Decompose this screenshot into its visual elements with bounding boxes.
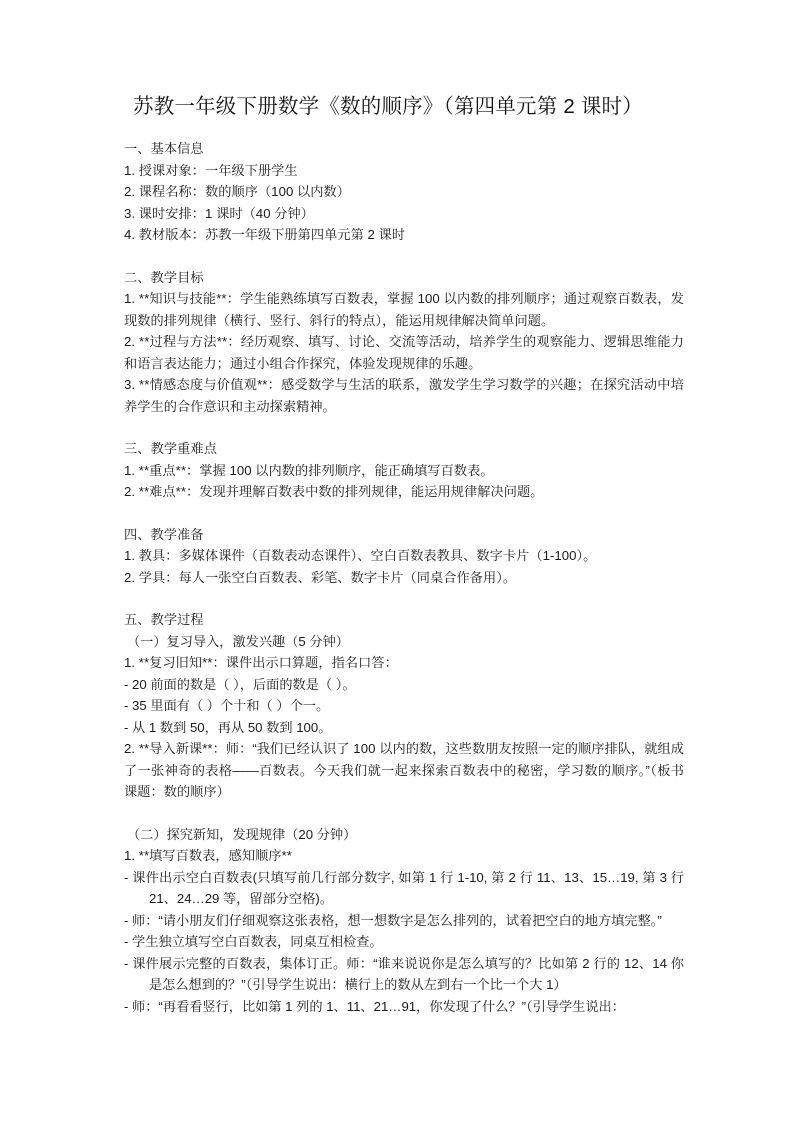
section-heading-objectives: 二、教学目标: [124, 269, 204, 285]
section-heading-preparation: 四、教学准备: [124, 526, 204, 542]
process-part-one-bullet-2: - 35 里面有（ ）个十和（ ）个一。: [124, 698, 330, 713]
basic-info-item-3: 3. 课时安排：1 课时（40 分钟）: [124, 205, 315, 221]
process-part-two-bullet-1: - 课件出示空白百数表(只填写前几行部分数字, 如第 1 行 1-10, 第 2 行 11、13、15…19, 第 3 行 21、24…29 等，留部分空格)。: [124, 869, 684, 906]
spacer: [124, 588, 684, 609]
process-part-one-item-1: 1. **复习旧知**：课件出示口算题，指名口答：: [124, 655, 398, 670]
key-difficulties-item-2: 2. **难点**：发现并理解百数表中数的排列规律，能运用规律解决问题。: [124, 484, 544, 499]
document-content: [124, 92, 684, 1017]
basic-info-item-1: 1. 授课对象：一年级下册学生: [124, 162, 298, 178]
process-part-two-bullet-2: - 师：“请小朋友们仔细观察这张表格，想一想数字是怎么排列的，试着把空白的地方填完整。”: [124, 912, 662, 928]
process-part-one-bullet-1: - 20 前面的数是（ ），后面的数是（ ）。: [124, 676, 356, 692]
preparation-item-1: 1. 教具：多媒体课件（百数表动态课件）、空白百数表教具、数字卡片（1-100）。: [124, 548, 597, 563]
process-part-one-bullet-3: - 从 1 数到 50，再从 50 数到 100。: [124, 719, 332, 735]
spacer: [124, 246, 684, 267]
spacer: [124, 417, 684, 438]
basic-info-item-2: 2. 课程名称：数的顺序（100 以内数）: [124, 184, 351, 199]
spacer: [124, 803, 684, 824]
process-part-two-bullet-3: - 学生独立填写空白百数表，同桌互相检查。: [124, 934, 383, 949]
section-heading-basic-info: 一、基本信息: [124, 141, 204, 156]
process-part-two-item-1: 1. **填写百数表，感知顺序**: [124, 848, 292, 863]
key-difficulties-item-1: 1. **重点**：掌握 100 以内数的排列顺序，能正确填写百数表。: [124, 462, 494, 478]
preparation-item-2: 2. 学具：每人一张空白百数表、彩笔、数字卡片（同桌合作备用）。: [124, 569, 517, 585]
process-part-one-subheading: （一）复习导入，激发兴趣（5 分钟）: [127, 633, 349, 649]
objectives-item-1: 1. **知识与技能**：学生能熟练填写百数表，掌握 100 以内数的排列顺序；通过观察百数表，发现数的排列规律（横行、竖行、斜行的特点），能运用规律解决简单问题。: [124, 291, 684, 328]
objectives-item-3: 3. **情感态度与价值观**：感受数学与生活的联系，激发学生学习数学的兴趣；在探究活动中培养学生的合作意识和主动探索精神。: [124, 377, 684, 414]
process-part-two-bullet-4: - 课件展示完整的百数表，集体订正。师：“谁来说说你是怎么填写的？比如第 2 行的 12、14 你是怎么想到的？”（引导学生说出：横行上的数从左到右一个比一个大 1）: [124, 955, 684, 992]
section-heading-process: 五、教学过程: [124, 612, 204, 627]
section-heading-key-difficulties: 三、教学重难点: [124, 441, 218, 456]
basic-info-item-4: 4. 教材版本：苏教一年级下册第四单元第 2 课时: [124, 227, 406, 242]
page-title: 苏教一年级下册数学《数的顺序》（第四单元第 2 课时）: [133, 95, 643, 118]
spacer: [124, 503, 684, 524]
objectives-item-2: 2. **过程与方法**：经历观察、填写、讨论、交流等活动，培养学生的观察能力、逻辑思维能力和语言表达能力；通过小组合作探究，体验发现规律的乐趣。: [124, 334, 684, 371]
process-part-two-bullet-5: - 师：“再看看竖行，比如第 1 列的 1、11、21…91，你发现了什么？”（引导学生说出：: [124, 998, 625, 1014]
process-part-one-item-2: 2. **导入新课**：师：“我们已经认识了 100 以内的数，这些数朋友按照一定的顺序排队，就组成了一张神奇的表格——百数表。今天我们就一起来探索百数表中的秘密，学习数的顺序。”（板书课题：数的顺序）: [124, 741, 684, 799]
process-part-two-subheading: （二）探究新知，发现规律（20 分钟）: [127, 826, 357, 842]
